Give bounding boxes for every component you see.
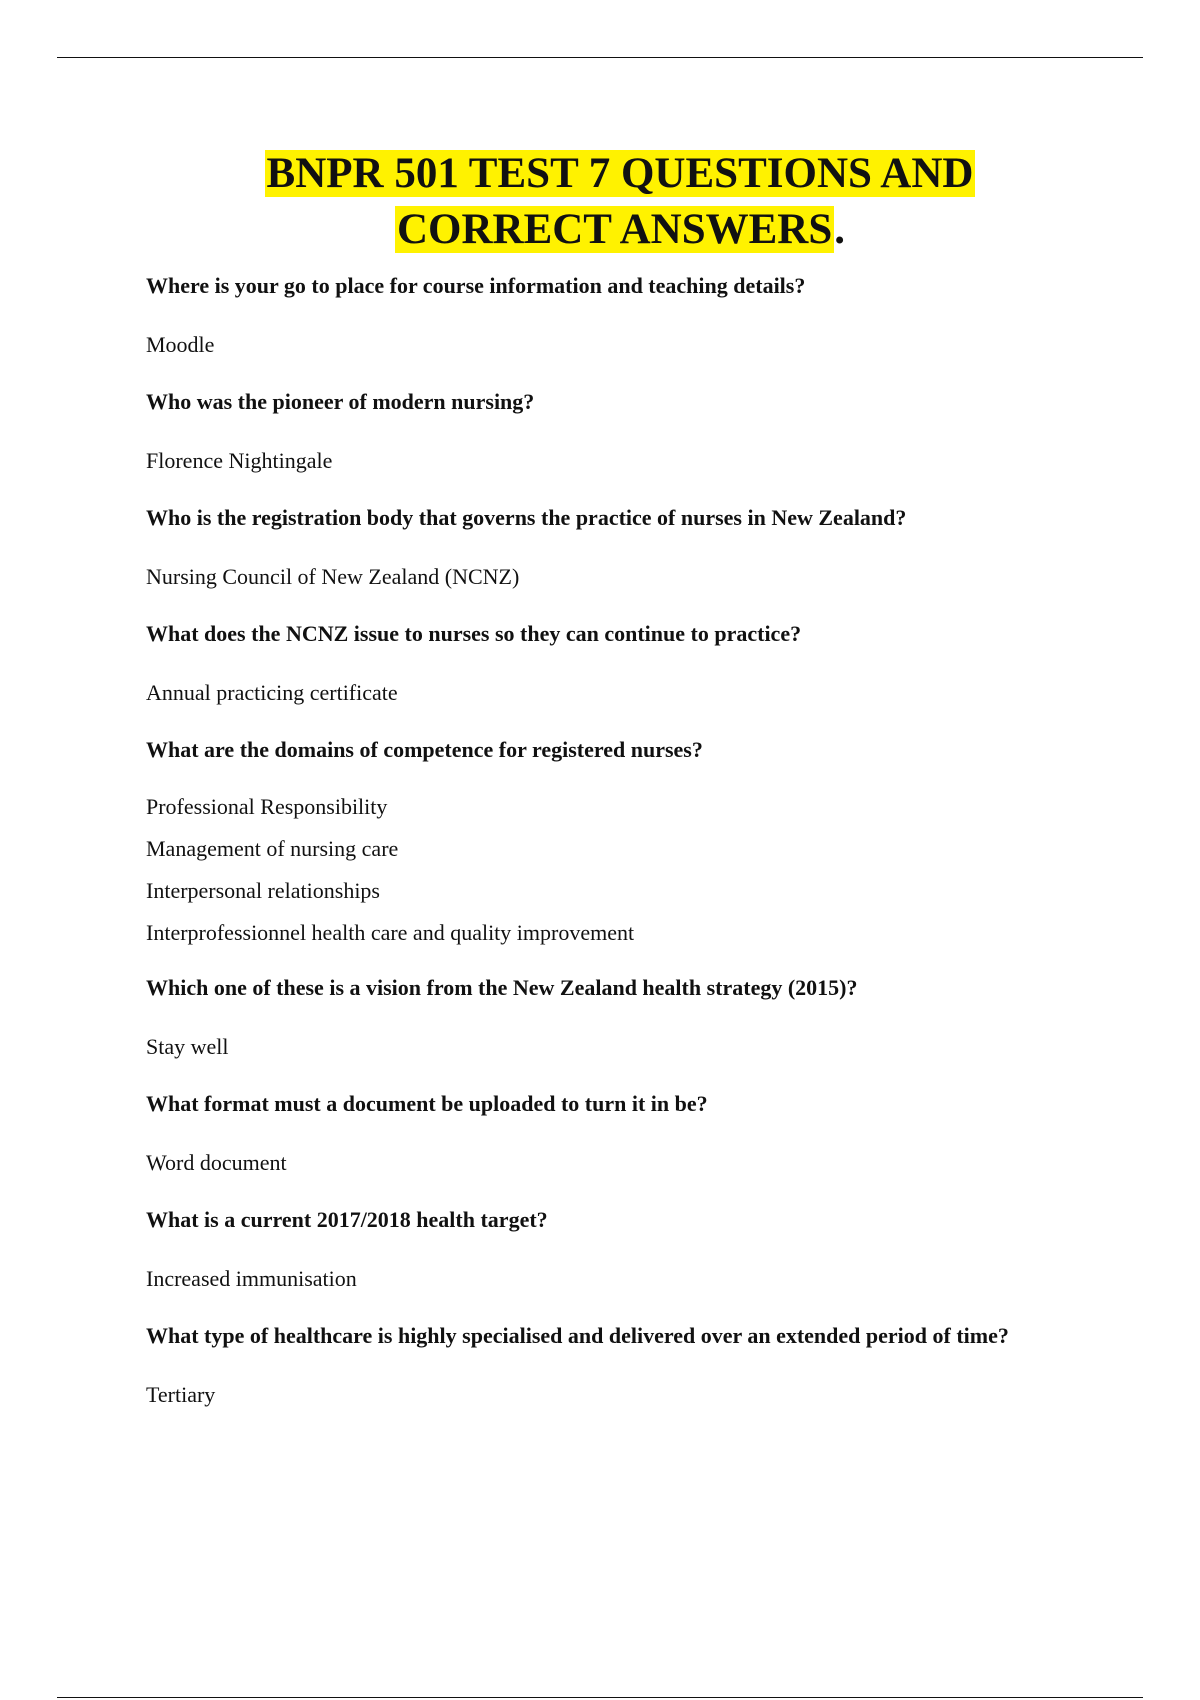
answer-list	[146, 786, 1056, 954]
qa-item	[146, 266, 1056, 366]
qa-item	[146, 730, 1056, 954]
answer-list-item: Interpersonal relationships	[146, 878, 380, 903]
question: Which one of these is a vision from the New Zealand health strategy (2015)?	[146, 975, 858, 1000]
top-rule	[57, 57, 1143, 58]
question: What type of healthcare is highly specialised and delivered over an extended period of time?	[146, 1323, 1009, 1348]
title-line-1: BNPR 501 TEST 7 QUESTIONS AND	[266, 150, 974, 197]
question: Who was the pioneer of modern nursing?	[146, 389, 535, 414]
answer: Annual practicing certificate	[146, 680, 398, 705]
qa-item	[146, 382, 1056, 482]
question: What is a current 2017/2018 health target?	[146, 1207, 548, 1232]
qa-item	[146, 1200, 1056, 1300]
answer: Moodle	[146, 332, 215, 357]
title-line-2: CORRECT ANSWERS	[396, 206, 833, 253]
qa-item	[146, 498, 1056, 598]
qa-item	[146, 614, 1056, 714]
answer: Tertiary	[146, 1382, 216, 1407]
title-period: .	[834, 206, 846, 253]
question: What format must a document be uploaded to turn it in be?	[146, 1091, 708, 1116]
answer-list-item: Management of nursing care	[146, 836, 399, 861]
answer: Florence Nightingale	[146, 448, 333, 473]
question: Where is your go to place for course information and teaching details?	[146, 273, 806, 298]
answer: Increased immunisation	[146, 1266, 357, 1291]
qa-item	[146, 1084, 1056, 1184]
question: Who is the registration body that governs the practice of nurses in New Zealand?	[146, 505, 907, 530]
qa-item	[146, 968, 1056, 1068]
answer: Nursing Council of New Zealand (NCNZ)	[146, 564, 520, 589]
answer: Word document	[146, 1150, 287, 1175]
qa-item	[146, 1316, 1056, 1416]
answer-list-item: Interprofessionnel health care and quality improvement	[146, 920, 635, 945]
bottom-rule	[57, 1697, 1143, 1698]
question: What does the NCNZ issue to nurses so they can continue to practice?	[146, 621, 802, 646]
answer-list-item: Professional Responsibility	[146, 794, 388, 819]
qa-list	[146, 266, 1056, 1432]
question: What are the domains of competence for registered nurses?	[146, 737, 703, 762]
answer: Stay well	[146, 1034, 229, 1059]
document-title	[0, 146, 1200, 258]
